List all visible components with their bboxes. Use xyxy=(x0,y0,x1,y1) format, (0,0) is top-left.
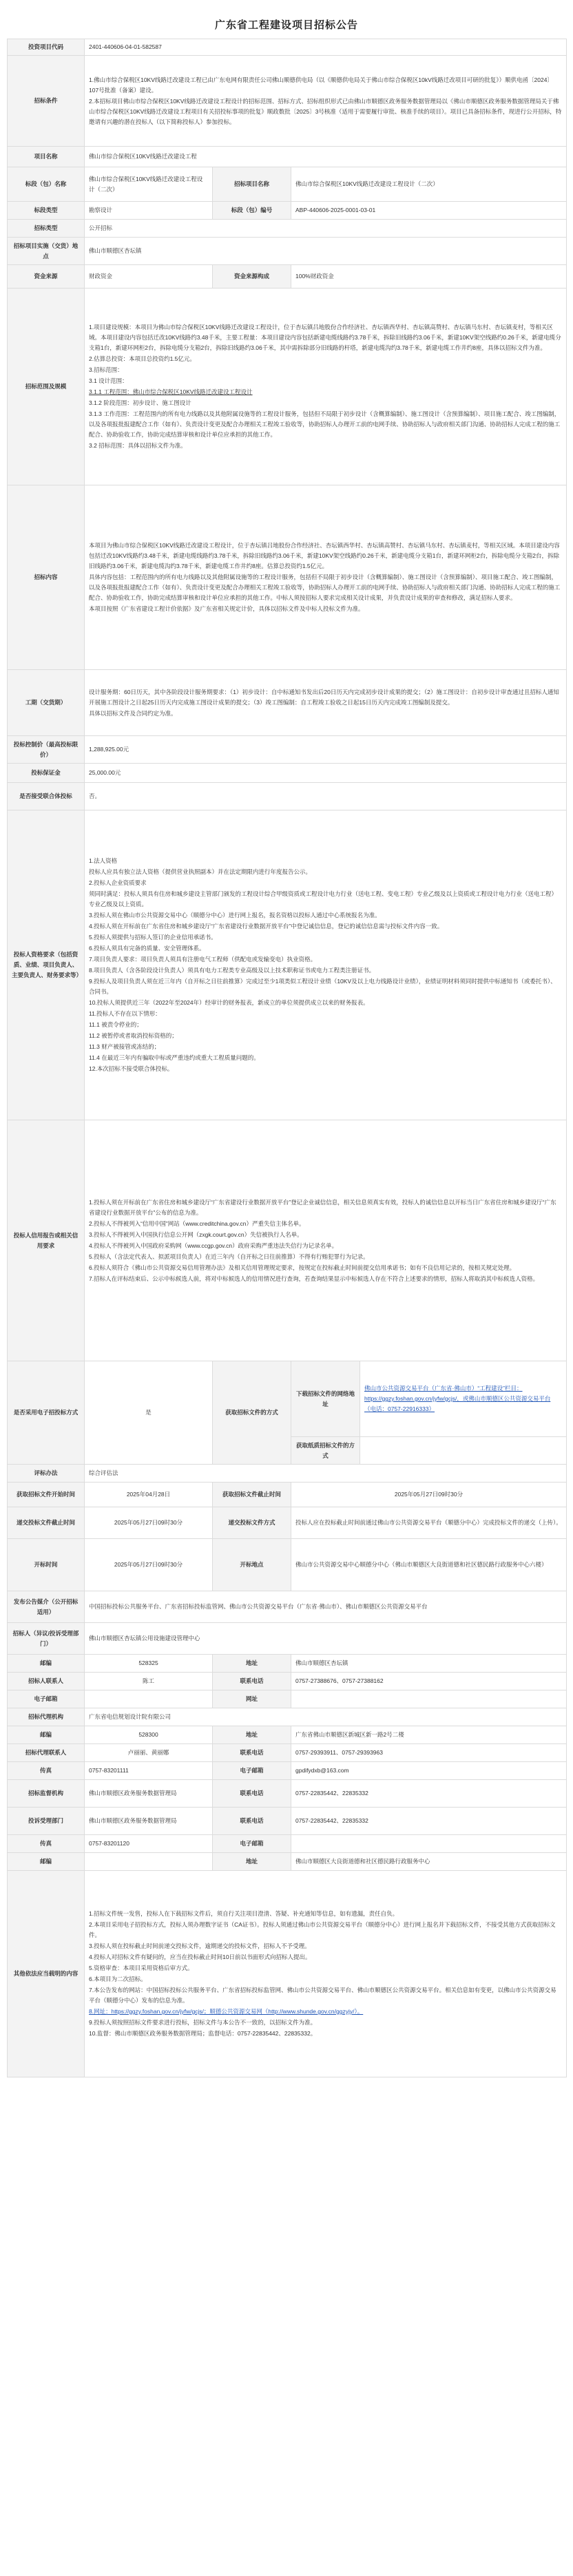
location-label: 招标项目实施（交货）地点 xyxy=(8,238,85,265)
supervisory-label: 招标监督机构 xyxy=(8,1780,85,1808)
open-place-label: 开标地点 xyxy=(213,1539,291,1591)
tenderer-address-label: 地址 xyxy=(213,1655,291,1673)
qualification-para: 9.投标人及项目负责人须在近三年内（自开标之日往前推算）完成过至少1项类似工程设计业绩（10KV及以上电力线路设计业绩），业绩证明材料须同时提供中标通知书（或委托书）、合同书。 xyxy=(89,978,556,995)
credit-label: 投标人信用报告或相关信用要求 xyxy=(8,1120,85,1361)
other-para: 9.投标人须按照招标文件要求进行投标，招标文件与本公告不一致的，以招标文件为准。 xyxy=(89,2019,317,2026)
row-bid-conditions xyxy=(8,56,567,147)
qualification-para: 2.投标人企业资质要求 xyxy=(89,879,147,886)
tenderer-value: 佛山市顺德区杏坛镇公用设施建设管理中心 xyxy=(85,1623,567,1655)
supervisory-addr-value: 佛山市顺德区大良街道德和社区德民路行政服务中心 xyxy=(291,1853,567,1871)
other-link[interactable]: 8.网址：https://ggzy.foshan.gov.cn/jyfw/gcjs/；顺德公共资源交易网（http://www.shunde.gov.cn/ggzyjy/）。 xyxy=(89,2008,364,2015)
row-tenderer-post xyxy=(8,1655,567,1673)
open-place-value: 佛山市公共资源交易中心顺德分中心（佛山市顺德区大良街道德和社区德民路行政服务中心六楼） xyxy=(291,1539,567,1591)
section-no-value: ABP-440606-2025-0001-03-01 xyxy=(291,202,567,220)
max-price-value: 1,288,925.00元 xyxy=(85,736,567,764)
tenderer-web-value xyxy=(291,1690,567,1708)
qualification-para: 投标人应具有独立法人资格（提供营业执照副本）并在法定期限内进行年度报告公示。 xyxy=(89,868,312,875)
obtain-end-value: 2025年05月27日09时30分 xyxy=(291,1483,567,1507)
duration-label: 工期（交货期） xyxy=(8,670,85,736)
deposit-label: 投标保证金 xyxy=(8,764,85,783)
credit-para: 6.投标人须符合《佛山市公共资源交易信用管理办法》及相关信用管理规定要求，按规定在投标截止时间前提交信用承诺书；如有不良信用记录的，按相关规定处理。 xyxy=(89,1264,516,1271)
credit-para: 1.投标人须在开标前在广东省住房和城乡建设厅“广东省建设行业数据开放平台”登记企业诚信信息，相关信息须真实有效，投标人的诚信信息以开标当日广东省住房和城乡建设厅“广东省建设行业数据开放平台”公布的信息为准。 xyxy=(89,1198,556,1216)
row-electronic-a xyxy=(8,1361,567,1437)
qualification-para: 8.项目负责人（含各阶段设计负责人）须具有电力工程类专业高级及以上技术职称证书或电力工程类注册证书。 xyxy=(89,967,375,974)
content-para: 本项目按照《广东省建设工程计价依据》及广东省相关规定计价，具体以招标文件及中标人投标文件为准。 xyxy=(89,605,364,612)
agent-contact-value: 卢丽丽、黄丽娜 xyxy=(85,1744,213,1762)
credit-para: 7.招标人在评标结束后、公示中标候选人前，将对中标候选人的信用情况进行查询，若查询结果显示中标候选人存在不符合上述要求的情形，招标人将取消其中标候选人资格。 xyxy=(89,1275,539,1282)
row-deposit xyxy=(8,764,567,783)
bid-conditions-value xyxy=(85,56,567,147)
electronic-value: 是 xyxy=(85,1361,213,1465)
qualification-para: 3.投标人须在佛山市公共资源交易中心（顺德分中心）进行网上报名，报名资格以投标人通过中心系统报名为准。 xyxy=(89,912,381,919)
tenderer-post-value: 528325 xyxy=(85,1655,213,1673)
row-project-name xyxy=(8,147,567,167)
scope-value xyxy=(85,289,567,485)
other-para: 4.投标人对招标文件有疑问的，应当在投标截止时间10日前以书面形式向招标人提出。 xyxy=(89,1954,311,1960)
open-time-label: 开标时间 xyxy=(8,1539,85,1591)
scope-para: 3.1.2 阶段范围：初步设计、施工图设计 xyxy=(89,399,191,406)
tenderer-email-value xyxy=(85,1690,213,1708)
agent-email-value: gpdifydxb@163.com xyxy=(291,1762,567,1780)
publish-value: 中国招标投标公共服务平台、广东省招标投标监管网、佛山市公共资源交易平台（广东省·佛山市）、佛山市顺德区公共资源交易平台 xyxy=(85,1591,567,1623)
funding-source-value: 财政资金 xyxy=(85,265,213,289)
complaint-phone-label: 联系电话 xyxy=(213,1808,291,1835)
electronic-label: 是否采用电子招投标方式 xyxy=(8,1361,85,1465)
supervisory-fax-value: 0757-83201120 xyxy=(85,1835,213,1853)
row-supervisory-fax xyxy=(8,1835,567,1853)
supervisory-email-value xyxy=(291,1835,567,1853)
download-label: 下载招标文件的网络地址 xyxy=(291,1361,360,1437)
credit-para: 5.投标人（含法定代表人、拟派项目负责人）在近三年内（自开标之日往前推算）不得有行贿犯罪行为记录。 xyxy=(89,1253,369,1260)
bid-name-value: 佛山市综合保税区10KV线路迁改建设工程设计（二次） xyxy=(291,167,567,202)
scope-para: 2.估算总投资：本项目总投资约1.5亿元。 xyxy=(89,355,196,362)
scope-para: 3.2 招标范围：具体以招标文件为准。 xyxy=(89,442,187,449)
agent-value: 广东省电信规划设计院有限公司 xyxy=(85,1708,567,1726)
tenderer-contact-label: 招标人联系人 xyxy=(8,1673,85,1690)
qualification-para: 11.2 被暂停或者取消投标资格的； xyxy=(89,1032,178,1039)
complaint-phone-value: 0757-22835442、22835332 xyxy=(291,1808,567,1835)
download-value xyxy=(360,1361,567,1437)
row-publish xyxy=(8,1591,567,1623)
row-submit xyxy=(8,1507,567,1539)
agent-addr-value: 广东省佛山市顺德区新城区新一路2号二楼 xyxy=(291,1726,567,1744)
row-obtain-time xyxy=(8,1483,567,1507)
row-complaint xyxy=(8,1808,567,1835)
row-bid-type xyxy=(8,220,567,238)
row-tenderer-contact xyxy=(8,1673,567,1690)
section-no-label: 标段（包）编号 xyxy=(213,202,291,220)
scope-para: 3.1 设计范围： xyxy=(89,377,128,384)
publish-label: 发布公告媒介（公开招标适用） xyxy=(8,1591,85,1623)
other-label: 其他依法应当载明的内容 xyxy=(8,1871,85,2077)
bid-conditions-para: 1.佛山市综合保税区10KV线路迁改建设工程已由广东电网有限责任公司佛山顺德供电局（以《顺德供电局关于佛山市综合保税区10kV线路迁改项目可研的批复》）顺供电函〔2024〕107号批准（备案）建设。 xyxy=(89,76,553,94)
file-method-label: 获取招标文件的方式 xyxy=(213,1361,291,1465)
announcement-table xyxy=(7,39,567,2077)
other-para: 6.本项目为二次招标。 xyxy=(89,1976,147,1982)
content-para: 本项目为佛山市综合保税区10KV线路迁改建设工程设计，位于杏坛镇吕地股份合作经济社、杏坛镇西华村、杏坛镇高赞村、杏坛镇马东村、杏坛镇麦村，等相关区域。本项目建设内容包括迁改10KV线路约3.48千米，新建电缆线路约3.78千米，拆除旧线路约3.06千米，新建10KV架空线路约0.26千米，新建电缆分支箱1台，新建环网柜2台，拆除电缆分支箱2台，拆除旧线路约3.06千米，新建电缆沟约3.78千米，新建电缆工作井约8座。估算总投资约1.5亿元。 xyxy=(89,542,560,569)
scope-label: 招标范围及规模 xyxy=(8,289,85,485)
tenderer-web-label: 网址 xyxy=(213,1690,291,1708)
supervisory-addr-label: 地址 xyxy=(213,1853,291,1871)
supervisory-post-value xyxy=(85,1853,213,1871)
other-para: 2.本项目采用电子招投标方式，投标人须办理数字证书（CA证书）。投标人须通过佛山市公共资源交易平台（顺德分中心）进行网上报名并下载招标文件，不接受其他方式获取招标文件。 xyxy=(89,1921,556,1938)
content-value xyxy=(85,485,567,670)
tenderer-phone-value: 0757-27388676、0757-27388162 xyxy=(291,1673,567,1690)
project-name-label: 项目名称 xyxy=(8,147,85,167)
scope-para: 3.1.1 工程范围：佛山市综合保税区10KV线路迁改建设工程设计 xyxy=(89,388,253,395)
obtain-end-label: 获取招标文件截止时间 xyxy=(213,1483,291,1507)
agent-phone-value: 0757-29393911、0757-29393963 xyxy=(291,1744,567,1762)
agent-contact-label: 招标代理联系人 xyxy=(8,1744,85,1762)
obtain-start-value: 2025年04月28日 xyxy=(85,1483,213,1507)
agent-fax-label: 传真 xyxy=(8,1762,85,1780)
supervisory-post-label: 邮编 xyxy=(8,1853,85,1871)
submit-method-value: 投标人应在投标截止时间前通过佛山市公共资源交易平台（顺德分中心）完成投标文件的递交（上传）。 xyxy=(291,1507,567,1539)
supervisory-fax-label: 传真 xyxy=(8,1835,85,1853)
credit-para: 2.投标人不得被列入“信用中国”网站（www.creditchina.gov.cn）严重失信主体名单。 xyxy=(89,1219,305,1227)
row-section xyxy=(8,167,567,202)
complaint-label: 投诉受理部门 xyxy=(8,1808,85,1835)
credit-para: 3.投标人不得被列入中国执行信息公开网（zxgk.court.gov.cn）失信被执行人名单。 xyxy=(89,1231,303,1238)
submit-method-label: 递交投标文件方式 xyxy=(213,1507,291,1539)
paper-method-value xyxy=(360,1437,567,1465)
scope-para: 1.项目建设规模：本项目为佛山市综合保税区10KV线路迁改建设工程设计，位于杏坛镇吕地股份合作经济社、杏坛镇西华村、杏坛镇高赞村、杏坛镇马东村、杏坛镇麦村，等相关区域。本项目建设内容包括迁改10KV线路约3.48千米，主要工程量：本项目建设内容包括新建电缆线路约3.78千米，拆除旧线路约3.06千米，新建10KV架空线路约0.26千米，新建电缆分支箱1台，新建环网柜2台，拆除电缆分支箱2台，拆除旧线路约3.06千米，其中需拆除部分旧线路的杆塔，新建电缆沟约3.78千米，新建电缆工作井约8座，具体以招标文件为准。 xyxy=(89,324,561,351)
qualification-para: 12.本次招标不接受联合体投标。 xyxy=(89,1065,174,1072)
qualification-para: 1.法人资格 xyxy=(89,857,118,864)
content-para: 具体内容包括：工程范围内的所有电力线路以及其他附属设施等的工程设计服务，包括但不局限于初步设计（含概算编制）、施工图设计（含预算编制）、项目施工配合、竣工图编制，以及各项报批报建配合工作（如有）、负责设计变更及配合办理相关工程竣工验收等，协助招标人办理开工前的电网手续、协助招标人与政府相关部门沟通、协助招标人完成工程的施工配合、协助验收工作，协助完成结算审核和设计单位应承担的其他工作。中标人须按招标人要求完成相关设计成果，并负责设计成果的审查和修改，满足招标人要求。 xyxy=(89,574,561,601)
joint-value: 否。 xyxy=(85,783,567,810)
tenderer-address-value: 佛山市顺德区杏坛镇 xyxy=(291,1655,567,1673)
credit-value xyxy=(85,1120,567,1361)
credit-para: 4.投标人不得被列入中国政府采购网（www.ccgp.gov.cn）政府采购严重违法失信行为记录名单。 xyxy=(89,1242,338,1249)
row-project-code xyxy=(8,39,567,56)
row-supervisory-post xyxy=(8,1853,567,1871)
row-max-price xyxy=(8,736,567,764)
duration-para: 设计服务期：60日历天，其中各阶段设计服务期要求：（1）初步设计：自中标通知书发出后20日历天内完成初步设计成果的提交；（2）施工图设计：自初步设计审查通过且招标人通知开展施工图设计之日起25日历天内完成施工图设计成果的提交；（3）竣工图编制：自工程竣工验收之日起15日历天内完成竣工图编制及提交。 xyxy=(89,688,559,706)
bid-name-label: 招标项目名称 xyxy=(213,167,291,202)
qualification-para: 11.4 在最近三年内有骗取中标或严重违约或重大工程质量问题的。 xyxy=(89,1054,260,1061)
bid-conditions-label: 招标条件 xyxy=(8,56,85,147)
qualification-label: 投标人资格要求（包括资质、业绩、项目负责人、主要负责人、财务要求等） xyxy=(8,810,85,1120)
other-value xyxy=(85,1871,567,2077)
row-tenderer-email xyxy=(8,1690,567,1708)
qualification-para: 6.投标人须具有完备的质量、安全管理体系。 xyxy=(89,945,205,952)
agent-post-label: 邮编 xyxy=(8,1726,85,1744)
location-value: 佛山市顺德区杏坛镇 xyxy=(85,238,567,265)
qualification-para: 10.投标人须提供近三年（2022年至2024年）经审计的财务报表，新成立的单位须提供成立以来的财务报表。 xyxy=(89,999,369,1006)
open-time-value: 2025年05月27日09时30分 xyxy=(85,1539,213,1591)
project-code-value: 2401-440606-04-01-582587 xyxy=(85,39,567,56)
tenderer-email-label: 电子邮箱 xyxy=(8,1690,85,1708)
page-title: 广东省工程建设项目招标公告 xyxy=(214,19,358,31)
submit-end-value: 2025年05月27日09时30分 xyxy=(85,1507,213,1539)
row-scope xyxy=(8,289,567,485)
tenderer-contact-value: 陈工 xyxy=(85,1673,213,1690)
other-para: 3.投标人须在投标截止时间前递交投标文件，逾期递交的投标文件，招标人不予受理。 xyxy=(89,1943,311,1949)
eval-value: 综合评估法 xyxy=(85,1465,567,1483)
content-label: 招标内容 xyxy=(8,485,85,670)
row-qualification xyxy=(8,810,567,1120)
project-code-label: 投资项目代码 xyxy=(8,39,85,56)
other-para: 1.招标文件统一发售，投标人在下载招标文件后，须自行关注项目澄清、答疑、补充通知等信息，如有遗漏，责任自负。 xyxy=(89,1910,399,1917)
qualification-value xyxy=(85,810,567,1120)
qualification-para: 11.投标人不存在以下情形： xyxy=(89,1010,161,1017)
other-para xyxy=(89,2007,562,2017)
row-other xyxy=(8,1871,567,2077)
scope-para: 3.招标范围： xyxy=(89,366,123,373)
other-para: 5.资格审查：本项目采用资格后审方式。 xyxy=(89,1965,194,1971)
bid-conditions-para: 2.本招标项目佛山市综合保税区10KV线路迁改建设工程设计的招标范围、招标方式、招标组织形式已由佛山市顺德区政务服务数据管理局以《佛山市顺德区政务服务数据管理局关于佛山市综合保税区10KV线路迁改建设工程项目有关招投标事项的批复》顺政数批〔2025〕3号核准（适用于需要履行审批、核准手续的项目）。项目已具备招标条件，现进行公开招标，特邀请有兴趣的潜在投标人（以下简称投标人）参加投标。 xyxy=(89,97,562,125)
row-funding xyxy=(8,265,567,289)
funding-label: 资金来源 xyxy=(8,265,85,289)
supervisory-email-label: 电子邮箱 xyxy=(213,1835,291,1853)
row-tenderer xyxy=(8,1623,567,1655)
agent-email-label: 电子邮箱 xyxy=(213,1762,291,1780)
agent-post-value: 528300 xyxy=(85,1726,213,1744)
row-agent-post xyxy=(8,1726,567,1744)
bid-type-value: 公开招标 xyxy=(85,220,567,238)
section-name-label: 标段（包）名称 xyxy=(8,167,85,202)
qualification-para: 11.3 财产被接管或冻结的； xyxy=(89,1043,160,1050)
row-agent xyxy=(8,1708,567,1726)
section-type-value: 勘察设计 xyxy=(85,202,213,220)
submit-end-label: 递交投标文件截止时间 xyxy=(8,1507,85,1539)
agent-fax-value: 0757-83201111 xyxy=(85,1762,213,1780)
row-content xyxy=(8,485,567,670)
max-price-label: 投标控制价（最高投标限价） xyxy=(8,736,85,764)
deposit-value: 25,000.00元 xyxy=(85,764,567,783)
tenderer-post-label: 邮编 xyxy=(8,1655,85,1673)
supervisory-phone-value: 0757-22835442、22835332 xyxy=(291,1780,567,1808)
row-agent-contact xyxy=(8,1744,567,1762)
qualification-para: 须同时满足：投标人须具有住房和城乡建设主管部门颁发的工程设计综合甲级资质或工程设计电力行业（送电工程、变电工程）专业乙级及以上资质或工程设计电力行业（送电工程）专业乙级及以上资质。 xyxy=(89,890,558,908)
section-name-value: 佛山市综合保税区10KV线路迁改建设工程设计（二次） xyxy=(85,167,213,202)
qualification-para: 11.1 被责令停业的； xyxy=(89,1021,143,1028)
obtain-start-label: 获取招标文件开始时间 xyxy=(8,1483,85,1507)
row-duration xyxy=(8,670,567,736)
qualification-para: 7.项目负责人要求：项目负责人须具有注册电气工程师（供配电或发输变电）执业资格。 xyxy=(89,956,317,963)
other-para: 10.监督：佛山市顺德区政务服务数据管理局；监督电话：0757-22835442、22835332。 xyxy=(89,2030,317,2037)
paper-method-label: 获取纸质招标文件的方式 xyxy=(291,1437,360,1465)
download-link[interactable]: 佛山市公共资源交易平台（广东省·佛山市）“工程建设”栏目：https://ggzy.foshan.gov.cn/jyfw/gcjs/，或佛山市顺德区公共资源交易平台（电话：0757-22916333） xyxy=(364,1385,551,1412)
section-type-label: 标段类型 xyxy=(8,202,85,220)
supervisory-phone-label: 联系电话 xyxy=(213,1780,291,1808)
complaint-value: 佛山市顺德区政务服务数据管理局 xyxy=(85,1808,213,1835)
agent-addr-label: 地址 xyxy=(213,1726,291,1744)
row-credit xyxy=(8,1120,567,1361)
bid-type-label: 招标类型 xyxy=(8,220,85,238)
agent-phone-label: 联系电话 xyxy=(213,1744,291,1762)
tenderer-phone-label: 联系电话 xyxy=(213,1673,291,1690)
project-name-value: 佛山市综合保税区10KV线路迁改建设工程 xyxy=(85,147,567,167)
agent-label: 招标代理机构 xyxy=(8,1708,85,1726)
funding-composition-label: 资金来源构成 xyxy=(213,265,291,289)
scope-para: 3.1.3 工作范围：工程范围内的所有电力线路以及其他附属设施等的工程设计服务，包括但不局限于初步设计（含概算编制）、施工图设计（含预算编制）、项目施工配合、竣工图编制，以及各项报批报建配合工作（如有）、负责设计变更及配合办理相关工程竣工验收等，协助招标人办理开工前的电网手续、协助招标人与政府相关部门沟通、协助招标人完成工程的施工配合、协助验收工作，协助完成结算审核和设计单位应承担的其他工作。 xyxy=(89,410,561,438)
row-agent-fax xyxy=(8,1762,567,1780)
row-section-type xyxy=(8,202,567,220)
qualification-para: 5.投标人须提供与招标人签订的企业信用承诺书。 xyxy=(89,934,217,941)
duration-para: 具体以招标文件及合同约定为准。 xyxy=(89,709,177,717)
row-location xyxy=(8,238,567,265)
funding-composition-value: 100%财政资金 xyxy=(291,265,567,289)
supervisory-value: 佛山市顺德区政务服务数据管理局 xyxy=(85,1780,213,1808)
eval-label: 评标办法 xyxy=(8,1465,85,1483)
duration-value xyxy=(85,670,567,736)
tenderer-label: 招标人（异议/投诉受理部门） xyxy=(8,1623,85,1655)
row-eval xyxy=(8,1465,567,1483)
row-open xyxy=(8,1539,567,1591)
other-para: 7.本公告发布的网站：中国招标投标公共服务平台、广东省招标投标监管网、佛山市公共资源交易平台、佛山市顺德区公共资源交易平台。相关信息如有变更，以佛山市公共资源交易平台（顺德分中心）发布的信息为准。 xyxy=(89,1987,556,2004)
qualification-para: 4.投标人须在开标前在广东省住房和城乡建设厅“广东省建设行业数据开放平台”中登记诚信信息，登记的诚信信息需与投标文件内容一致。 xyxy=(89,923,444,930)
row-joint xyxy=(8,783,567,810)
joint-label: 是否接受联合体投标 xyxy=(8,783,85,810)
row-supervisory xyxy=(8,1780,567,1808)
